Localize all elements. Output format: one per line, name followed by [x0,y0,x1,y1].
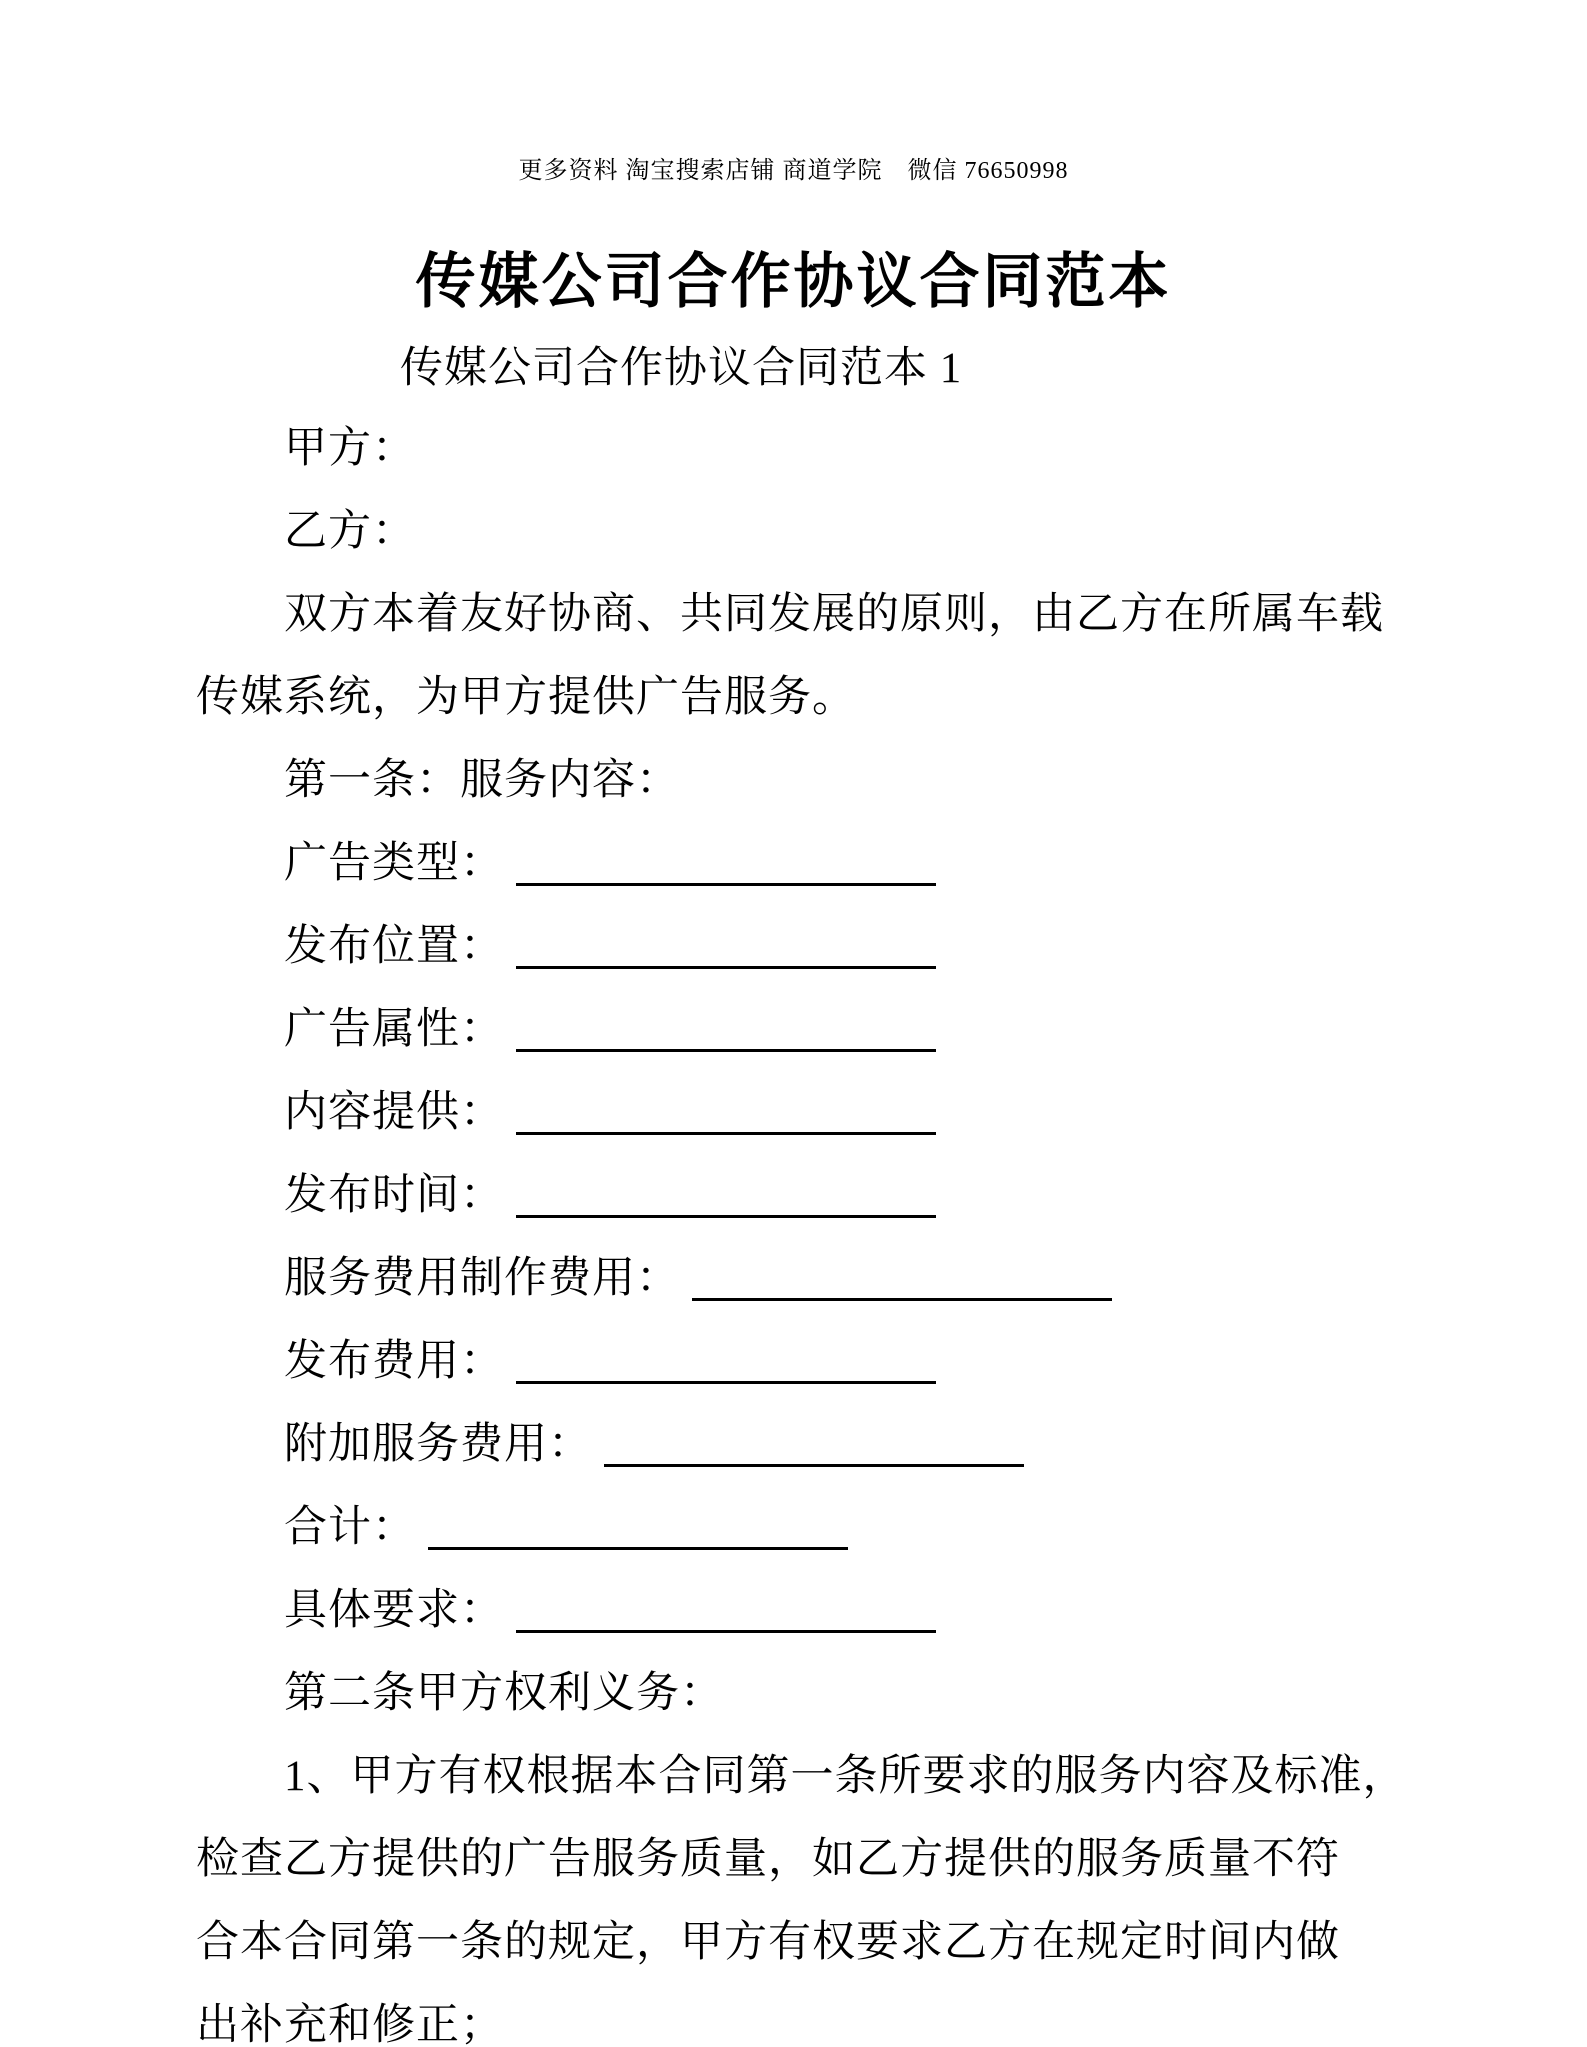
line-text: 合计： [284,1504,416,1551]
document-line [196,656,1406,739]
doc-title: 传媒公司合作协议合同范本 [415,249,1172,315]
document-line [196,490,1406,573]
document-line [196,573,1406,656]
document-line [196,407,1406,490]
line-text: 出补充和修正； [196,2002,504,2047]
document-line [196,1320,1406,1403]
line-text: 服务费用制作费用： [284,1255,680,1302]
line-text: 传媒系统，为甲方提供广告服务。 [196,674,856,721]
document-line [196,739,1406,822]
header-note: 更多资料 淘宝搜索店铺 商道学院 微信 76650998 [518,158,1069,184]
document-line [196,1071,1406,1154]
document-line [196,1403,1406,1486]
document-line [196,988,1406,1071]
document-line [196,1486,1406,1569]
line-text: 1、甲方有权根据本合同第一条所要求的服务内容及标准， [284,1753,1407,1800]
line-text: 广告类型： [284,840,504,887]
line-text: 具体要求： [284,1587,504,1634]
blank-underline [516,1371,936,1384]
line-text: 附加服务费用： [284,1421,592,1468]
document-line [196,1652,1406,1735]
line-text: 双方本着友好协商、共同发展的原则，由乙方在所属车载 [284,591,1384,638]
document-line [196,1154,1406,1237]
line-text: 发布费用： [284,1338,504,1385]
blank-underline [516,1122,936,1135]
line-text: 发布位置： [284,923,504,970]
document-line [196,1237,1406,1320]
document-line [196,1984,1406,2047]
document-line [196,1735,1406,1818]
blank-underline [604,1454,1024,1467]
document-line [196,1901,1406,1984]
blank-underline [692,1288,1112,1301]
document-line [196,905,1406,988]
blank-underline [516,956,936,969]
blank-underline [516,1620,936,1633]
line-text: 内容提供： [284,1089,504,1136]
document-body [196,407,1406,2047]
line-text: 检查乙方提供的广告服务质量，如乙方提供的服务质量不符 [196,1836,1340,1883]
blank-underline [516,1205,936,1218]
line-text: 乙方： [284,508,416,555]
blank-underline [516,1039,936,1052]
line-text: 第二条甲方权利义务： [284,1670,724,1717]
document-line [196,1569,1406,1652]
doc-subtitle: 传媒公司合作协议合同范本 1 [400,345,963,392]
document-line [196,822,1406,905]
blank-underline [516,873,936,886]
line-text: 甲方： [284,425,416,472]
line-text: 第一条：服务内容： [284,757,680,804]
line-text: 合本合同第一条的规定，甲方有权要求乙方在规定时间内做 [196,1919,1340,1966]
line-text: 发布时间： [284,1172,504,1219]
line-text: 广告属性： [284,1006,504,1053]
blank-underline [428,1537,848,1550]
document-line [196,1818,1406,1901]
